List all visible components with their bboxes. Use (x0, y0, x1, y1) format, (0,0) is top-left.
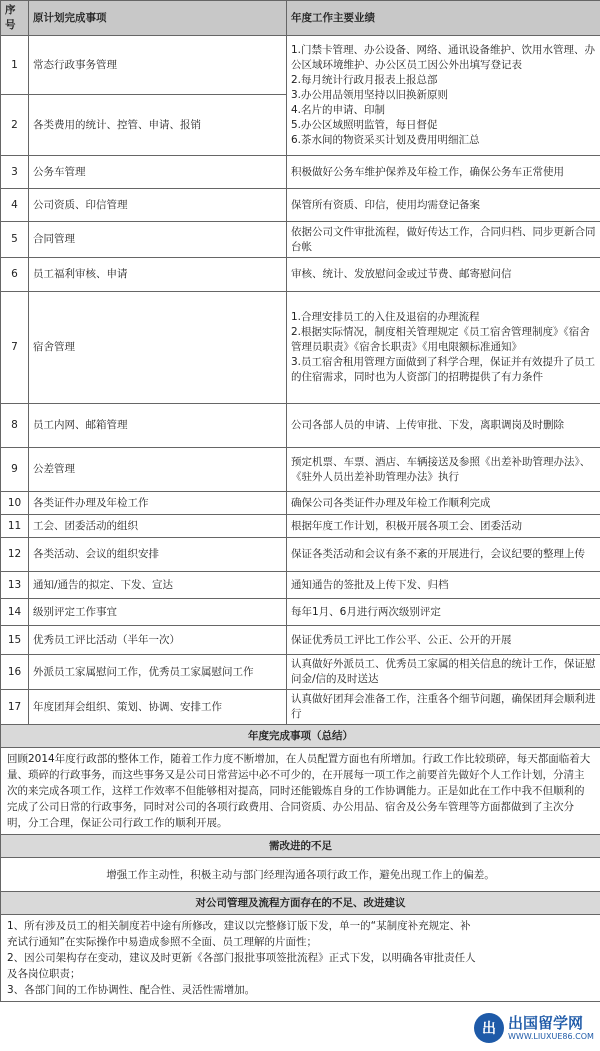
row-result: 审核、统计、发放慰问金或过节费、邮寄慰问信 (287, 258, 600, 292)
summary-row (1, 748, 600, 835)
row-result: 公司各部人员的申请、上传审批、下发，离职调岗及时删除 (287, 404, 600, 448)
row-item: 优秀员工评比活动（半年一次） (29, 626, 287, 655)
row-result: 保证优秀员工评比工作公平、公正、公开的开展 (287, 626, 600, 655)
row-result: 预定机票、车票、酒店、车辆接送及参照《出差补助管理办法》、《驻外人员出差补助管理办法》执行 (287, 448, 600, 492)
row-no: 10 (1, 492, 29, 515)
row-result: 认真做好团拜会准备工作，注重各个细节问题，确保团拜会顺利进行 (287, 690, 600, 725)
row-result-merged: 1.门禁卡管理、办公设备、网络、通讯设备维护、饮用水管理、办公区域环境维护、办公区员工因公外出填写登记表 2.每月统计行政月报表上报总部 3.办公用品领用坚持以旧换新原则 4.名片的申请、印制 5.办公区域照明监管，每日督促 6.茶水间的物资采买计划及费用明细汇总 (287, 36, 600, 156)
table-row (1, 222, 600, 258)
table-row (1, 292, 600, 404)
table-row (1, 189, 600, 222)
row-item: 宿舍管理 (29, 292, 287, 404)
suggest-title-row (1, 892, 600, 915)
improve-text: 增强工作主动性，积极主动与部门经理沟通各项行政工作，避免出现工作上的偏差。 (1, 858, 600, 892)
row-no: 17 (1, 690, 29, 725)
row-no: 5 (1, 222, 29, 258)
row-result: 每年1月、6月进行两次级别评定 (287, 599, 600, 626)
row-item: 各类证件办理及年检工作 (29, 492, 287, 515)
row-item: 外派员工家属慰问工作，优秀员工家属慰问工作 (29, 655, 287, 690)
watermark-title: 出国留学网 (508, 1014, 584, 1032)
row-result: 依据公司文件审批流程，做好传达工作，合同归档、同步更新合同台帐 (287, 222, 600, 258)
row-no: 1 (1, 36, 29, 95)
row-result: 认真做好外派员工、优秀员工家属的相关信息的统计工作，保证慰问金/信的及时送达 (287, 655, 600, 690)
table-row (1, 572, 600, 599)
suggest-text: 1、所有涉及员工的相关制度若中途有所修改，建议以完整修订版下发，单一的“某制度补充规定、补充试行通知”在实际操作中易造成参照不全面、员工理解的片面性； 2、因公司架构存在变动，建议及时更新《各部门报批事项签批流程》正式下发，以明确各审批责任人及各岗位职责； 3、各部门间的工作协调性、配合性、灵活性需增加。 (1, 915, 600, 1002)
table-row (1, 515, 600, 538)
table-row (1, 156, 600, 189)
row-result: 通知通告的签批及上传下发、归档 (287, 572, 600, 599)
row-item: 公司资质、印信管理 (29, 189, 287, 222)
row-no: 15 (1, 626, 29, 655)
row-item: 合同管理 (29, 222, 287, 258)
table-row (1, 492, 600, 515)
row-item: 常态行政事务管理 (29, 36, 287, 95)
row-item: 各类活动、会议的组织安排 (29, 538, 287, 572)
table-header-row (1, 1, 600, 36)
row-item: 公务车管理 (29, 156, 287, 189)
table-row (1, 36, 600, 95)
table-row (1, 599, 600, 626)
row-item: 通知/通告的拟定、下发、宣达 (29, 572, 287, 599)
row-result: 保管所有资质、印信，使用均需登记备案 (287, 189, 600, 222)
row-no: 4 (1, 189, 29, 222)
row-result: 根据年度工作计划，积极开展各项工会、团委活动 (287, 515, 600, 538)
row-item: 员工福利审核、申请 (29, 258, 287, 292)
row-no: 13 (1, 572, 29, 599)
row-item: 员工内网、邮箱管理 (29, 404, 287, 448)
watermark-logo (474, 1007, 596, 1049)
row-result: 1.合理安排员工的入住及退宿的办理流程 2.根据实际情况，制度相关管理规定《员工宿舍管理制度》《宿舍管理员职责》《宿舍长职责》《用电限额标准通知》 3.员工宿舍租用管理方面做到了科学合理，保证并有效提升了员工的住宿需求，同时也为人资部门的招聘提供了有力条件 (287, 292, 600, 404)
header-no: 序号 (1, 1, 29, 36)
suggest-title: 对公司管理及流程方面存在的不足、改进建议 (1, 892, 600, 915)
header-item: 原计划完成事项 (29, 1, 287, 36)
improve-title-row (1, 835, 600, 858)
table-row (1, 655, 600, 690)
table-row (1, 626, 600, 655)
row-no: 11 (1, 515, 29, 538)
row-result: 确保公司各类证件办理及年检工作顺利完成 (287, 492, 600, 515)
row-item: 公差管理 (29, 448, 287, 492)
row-result: 保证各类活动和会议有条不紊的开展进行，会议纪要的整理上传 (287, 538, 600, 572)
row-no: 12 (1, 538, 29, 572)
row-no: 6 (1, 258, 29, 292)
improve-row (1, 858, 600, 892)
summary-title: 年度完成事项（总结） (1, 725, 600, 748)
globe-icon: 出 (474, 1013, 504, 1043)
table-row (1, 258, 600, 292)
row-no: 8 (1, 404, 29, 448)
summary-title-row (1, 725, 600, 748)
table-row (1, 404, 600, 448)
row-no: 7 (1, 292, 29, 404)
row-result: 积极做好公务车维护保养及年检工作，确保公务车正常使用 (287, 156, 600, 189)
table-row (1, 690, 600, 725)
row-item: 年度团拜会组织、策划、协调、安排工作 (29, 690, 287, 725)
row-no: 9 (1, 448, 29, 492)
improve-title: 需改进的不足 (1, 835, 600, 858)
row-no: 16 (1, 655, 29, 690)
summary-text: 回顾2014年度行政部的整体工作，随着工作力度不断增加，在人员配置方面也有所增加。行政工作比较琐碎，每天都面临着大量、琐碎的行政事务，而这些事务又是公司日常营运中必不可少的，在开展每一项工作之前要首先做好个人工作计划，分清主次的来完成各项工作，这样工作效率不但能够相对提高，同时还能锻炼自身的工作协调能力。正是如此在工作中我不但顺利的完成了公司日常的行政事务，同时对公司的各项行政费用、合同资质、办公用品、宿舍及公务车管理等方面都做到了主次分明，分工合理，保证公司行政工作的顺利开展。 (1, 748, 600, 835)
row-item: 工会、团委活动的组织 (29, 515, 287, 538)
suggest-row (1, 915, 600, 1002)
row-item: 级别评定工作事宜 (29, 599, 287, 626)
header-result: 年度工作主要业绩 (287, 1, 600, 36)
table-row (1, 448, 600, 492)
watermark-url: WWW.LIUXUE86.COM (508, 1032, 594, 1041)
table-row (1, 538, 600, 572)
row-no: 2 (1, 95, 29, 156)
row-no: 3 (1, 156, 29, 189)
row-item: 各类费用的统计、控管、申请、报销 (29, 95, 287, 156)
row-no: 14 (1, 599, 29, 626)
